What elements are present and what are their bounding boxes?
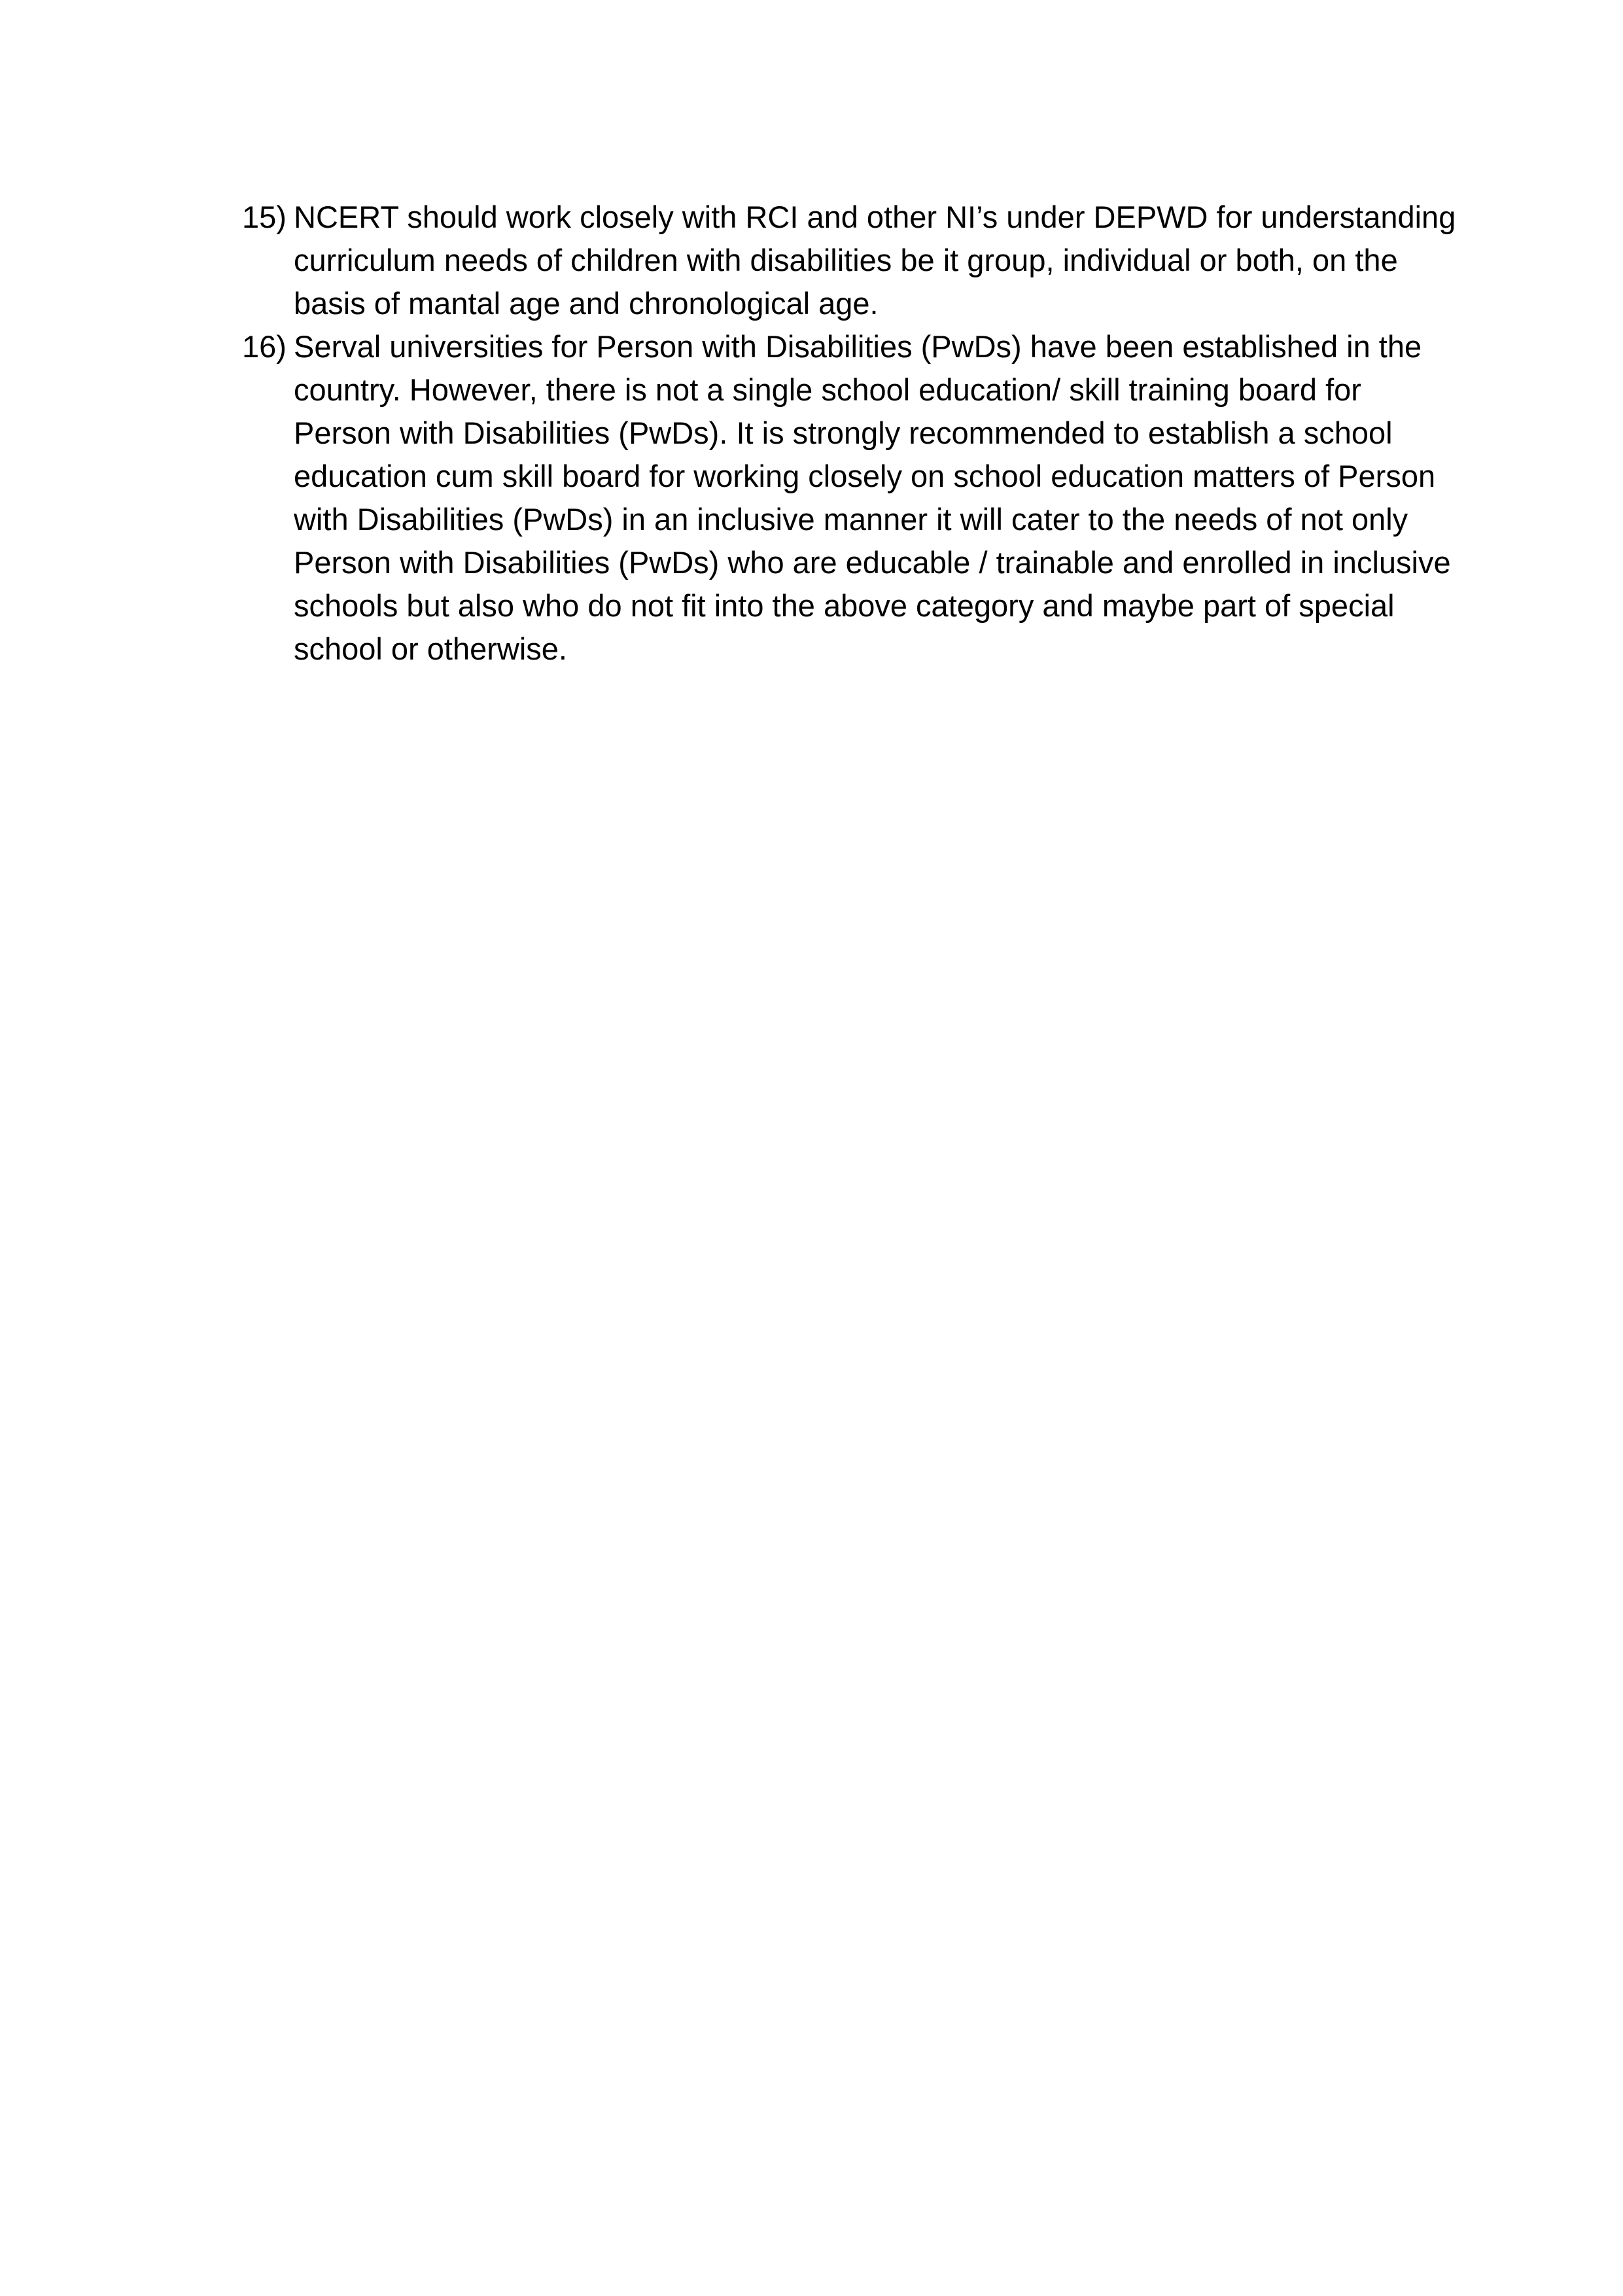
list-item-text-line: country. However, there is not a single school education/ skill training board for	[294, 372, 1361, 407]
list-item-text-line: Person with Disabilities (PwDs) who are educable / trainable and enrolled in inclusive	[294, 545, 1451, 580]
list-item-number: 16)	[242, 329, 287, 364]
list-item-text-line: school or otherwise.	[294, 631, 567, 666]
list-item-text-line: NCERT should work closely with RCI and other NI’s under DEPWD for understanding	[294, 200, 1456, 234]
list-item-16	[242, 325, 1485, 671]
list-item-text-line: with Disabilities (PwDs) in an inclusive manner it will cater to the needs of not only	[294, 502, 1408, 537]
list-item-text-line: basis of mantal age and chronological age.	[294, 286, 879, 321]
list-item-15	[242, 196, 1485, 325]
list-item-text-line: curriculum needs of children with disabilities be it group, individual or both, on the	[294, 243, 1398, 277]
numbered-list	[242, 196, 1485, 671]
list-item-text-line: Serval universities for Person with Disabilities (PwDs) have been established in the	[294, 329, 1422, 364]
list-item-number: 15)	[242, 200, 287, 234]
list-item-text-line: Person with Disabilities (PwDs). It is strongly recommended to establish a school	[294, 415, 1393, 450]
list-item-text-line: education cum skill board for working closely on school education matters of Person	[294, 459, 1436, 493]
list-item-text-line: schools but also who do not fit into the above category and maybe part of special	[294, 588, 1395, 623]
